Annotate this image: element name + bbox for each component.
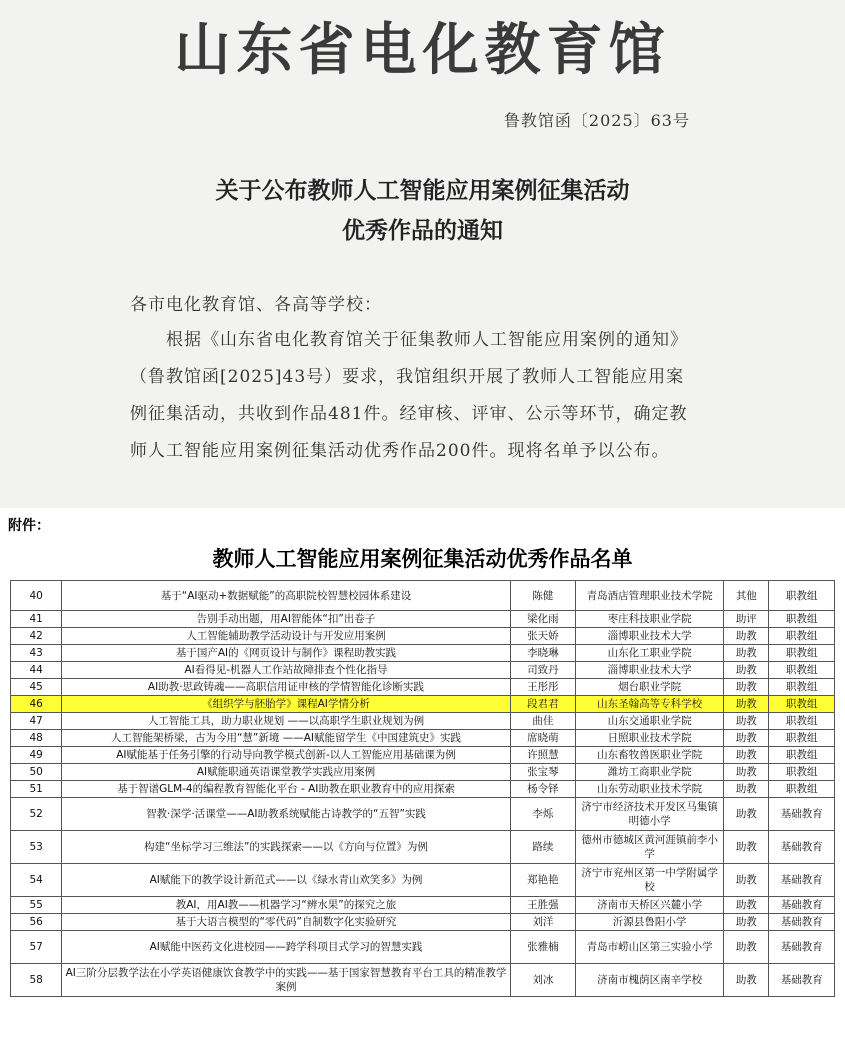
- group-name: 基础教育: [769, 798, 835, 831]
- school-name: 潍坊工商职业学院: [576, 764, 724, 781]
- case-title: AI助教·思政铸魂——高职信用证申核的学情智能化诊断实践: [62, 679, 510, 696]
- table-row: [11, 747, 835, 764]
- author-name: 李晓琳: [510, 645, 575, 662]
- school-name: 山东劳动职业技术学院: [576, 781, 724, 798]
- role-category: 助教: [724, 864, 769, 897]
- school-name: 济宁市经济技术开发区马集镇明德小学: [576, 798, 724, 831]
- award-list-table: [10, 580, 835, 997]
- group-name: 职教组: [769, 679, 835, 696]
- author-name: 席晓萌: [510, 730, 575, 747]
- row-number: 45: [11, 679, 62, 696]
- case-title: 智教·深学·活课堂——AI助教系统赋能古诗教学的“五智”实践: [62, 798, 510, 831]
- row-number: 46: [11, 696, 62, 713]
- role-category: 助教: [724, 914, 769, 931]
- row-number: 57: [11, 931, 62, 964]
- case-title: 人工智能辅助教学活动设计与开发应用案例: [62, 628, 510, 645]
- row-number: 48: [11, 730, 62, 747]
- school-name: 青岛市崂山区第三实验小学: [576, 931, 724, 964]
- table-row: [11, 798, 835, 831]
- table-row: [11, 696, 835, 713]
- author-name: 梁化雨: [510, 611, 575, 628]
- row-number: 52: [11, 798, 62, 831]
- school-name: 山东交通职业学院: [576, 713, 724, 730]
- case-title: 人工智能架桥梁，古为今用“慧”新境 ——AI赋能留学生《中国建筑史》实践: [62, 730, 510, 747]
- school-name: 山东畜牧兽医职业学院: [576, 747, 724, 764]
- group-name: 职教组: [769, 713, 835, 730]
- author-name: 路续: [510, 831, 575, 864]
- case-title: AI赋能基于任务引擎的行动导向教学模式创新-以人工智能应用基础课为例: [62, 747, 510, 764]
- table-row: [11, 781, 835, 798]
- row-number: 41: [11, 611, 62, 628]
- role-category: 助教: [724, 831, 769, 864]
- author-name: 郑艳艳: [510, 864, 575, 897]
- group-name: 基础教育: [769, 831, 835, 864]
- role-category: 助教: [724, 964, 769, 997]
- group-name: 职教组: [769, 764, 835, 781]
- role-category: 助教: [724, 662, 769, 679]
- group-name: 职教组: [769, 628, 835, 645]
- row-number: 53: [11, 831, 62, 864]
- author-name: 王胜强: [510, 897, 575, 914]
- author-name: 王彤彤: [510, 679, 575, 696]
- role-category: 助教: [724, 679, 769, 696]
- table-row: [11, 645, 835, 662]
- case-title: AI赋能下的教学设计新范式——以《绿水青山欢笑多》为例: [62, 864, 510, 897]
- case-title: 告别手动出题，用AI智能体“扣”出卷子: [62, 611, 510, 628]
- group-name: 基础教育: [769, 864, 835, 897]
- row-number: 40: [11, 581, 62, 611]
- group-name: 职教组: [769, 696, 835, 713]
- author-name: 张宝琴: [510, 764, 575, 781]
- letterhead-org-name: 山东省电化教育馆: [174, 17, 671, 83]
- case-title: 基于智谱GLM-4的编程教育智能化平台 - AI助教在职业教育中的应用探索: [62, 781, 510, 798]
- school-name: 日照职业技术学院: [576, 730, 724, 747]
- role-category: 助教: [724, 713, 769, 730]
- row-number: 47: [11, 713, 62, 730]
- case-title: 人工智能工具，助力职业规划 ——以高职学生职业规划为例: [62, 713, 510, 730]
- notice-title-line1: 关于公布教师人工智能应用案例征集活动: [215, 177, 630, 204]
- group-name: 职教组: [769, 747, 835, 764]
- table-row: [11, 914, 835, 931]
- table-row: [11, 611, 835, 628]
- table-row: [11, 679, 835, 696]
- role-category: 助教: [724, 798, 769, 831]
- notice-title-line2: 优秀作品的通知: [342, 217, 503, 244]
- list-title: 教师人工智能应用案例征集活动优秀作品名单: [212, 546, 633, 571]
- row-number: 42: [11, 628, 62, 645]
- author-name: 张天娇: [510, 628, 575, 645]
- attachment-label: 附件：: [8, 518, 50, 534]
- author-name: 司致丹: [510, 662, 575, 679]
- case-title: AI三阶分层教学法在小学英语健康饮食教学中的实践——基于国家智慧教育平台工具的精准教学案例: [62, 964, 510, 997]
- school-name: 枣庄科技职业学院: [576, 611, 724, 628]
- case-title: 基于大语言模型的“零代码”自制数字化实验研究: [62, 914, 510, 931]
- group-name: 基础教育: [769, 914, 835, 931]
- row-number: 44: [11, 662, 62, 679]
- role-category: 助教: [724, 781, 769, 798]
- group-name: 职教组: [769, 781, 835, 798]
- group-name: 职教组: [769, 611, 835, 628]
- role-category: 助教: [724, 628, 769, 645]
- row-number: 56: [11, 914, 62, 931]
- table-row: [11, 864, 835, 897]
- table-row: [11, 581, 835, 611]
- case-title: 构建“坐标学习三维法”的实践探索——以《方向与位置》为例: [62, 831, 510, 864]
- row-number: 54: [11, 864, 62, 897]
- author-name: 刘冰: [510, 964, 575, 997]
- table-row: [11, 662, 835, 679]
- row-number: 43: [11, 645, 62, 662]
- case-title: 基于“AI驱动+数据赋能”的高职院校智慧校园体系建设: [62, 581, 510, 611]
- case-title: 基于国产AI的《网页设计与制作》课程助教实践: [62, 645, 510, 662]
- case-title: AI赋能职通英语课堂教学实践应用案例: [62, 764, 510, 781]
- table-row: [11, 713, 835, 730]
- school-name: 山东圣翰高等专科学校: [576, 696, 724, 713]
- school-name: 济宁市兖州区第一中学附属学校: [576, 864, 724, 897]
- case-title: AI赋能中医药文化进校园——跨学科项目式学习的智慧实践: [62, 931, 510, 964]
- table-row: [11, 730, 835, 747]
- group-name: 职教组: [769, 730, 835, 747]
- school-name: 济南市槐荫区南辛学校: [576, 964, 724, 997]
- role-category: 助教: [724, 764, 769, 781]
- table-row: [11, 628, 835, 645]
- author-name: 杨令铎: [510, 781, 575, 798]
- role-category: 助教: [724, 696, 769, 713]
- school-name: 淄博职业技术大学: [576, 662, 724, 679]
- table-row: [11, 831, 835, 864]
- case-title: 教AI，用AI教——机器学习“辨水果”的探究之旅: [62, 897, 510, 914]
- author-name: 张雅楠: [510, 931, 575, 964]
- group-name: 职教组: [769, 645, 835, 662]
- role-category: 助教: [724, 747, 769, 764]
- school-name: 山东化工职业学院: [576, 645, 724, 662]
- row-number: 51: [11, 781, 62, 798]
- row-number: 50: [11, 764, 62, 781]
- author-name: 许照慧: [510, 747, 575, 764]
- row-number: 58: [11, 964, 62, 997]
- role-category: 助评: [724, 611, 769, 628]
- table-row: [11, 964, 835, 997]
- row-number: 55: [11, 897, 62, 914]
- role-category: 其他: [724, 581, 769, 611]
- group-name: 基础教育: [769, 964, 835, 997]
- document-number: 鲁教馆函〔2025〕63号: [503, 111, 690, 130]
- group-name: 职教组: [769, 662, 835, 679]
- notice-body: 根据《山东省电化教育馆关于征集教师人工智能应用案例的通知》（鲁教馆函[2025]43号）要求，我馆组织开展了教师人工智能应用案例征集活动，共收到作品481件。经审核、评审、公示等环节，确定教师人工智能应用案例征集活动优秀作品200件。现将名单予以公布。: [130, 330, 688, 461]
- case-title: AI看得见-机器人工作站故障排查个性化指导: [62, 662, 510, 679]
- school-name: 青岛酒店管理职业技术学院: [576, 581, 724, 611]
- school-name: 烟台职业学院: [576, 679, 724, 696]
- case-title: 《组织学与胚胎学》课程AI学情分析: [62, 696, 510, 713]
- school-name: 淄博职业技术大学: [576, 628, 724, 645]
- school-name: 济南市天桥区兴麓小学: [576, 897, 724, 914]
- table-row: [11, 897, 835, 914]
- group-name: 基础教育: [769, 931, 835, 964]
- table-row: [11, 764, 835, 781]
- author-name: 刘洋: [510, 914, 575, 931]
- group-name: 基础教育: [769, 897, 835, 914]
- school-name: 德州市德城区黄河涯镇前李小学: [576, 831, 724, 864]
- table-row: [11, 931, 835, 964]
- author-name: 陈健: [510, 581, 575, 611]
- group-name: 职教组: [769, 581, 835, 611]
- salutation: 各市电化教育馆、各高等学校：: [130, 295, 382, 315]
- role-category: 助教: [724, 730, 769, 747]
- school-name: 沂源县鲁阳小学: [576, 914, 724, 931]
- author-name: 段君君: [510, 696, 575, 713]
- role-category: 助教: [724, 931, 769, 964]
- author-name: 曲佳: [510, 713, 575, 730]
- scanned-letter: [0, 0, 845, 508]
- row-number: 49: [11, 747, 62, 764]
- author-name: 李烁: [510, 798, 575, 831]
- role-category: 助教: [724, 645, 769, 662]
- role-category: 助教: [724, 897, 769, 914]
